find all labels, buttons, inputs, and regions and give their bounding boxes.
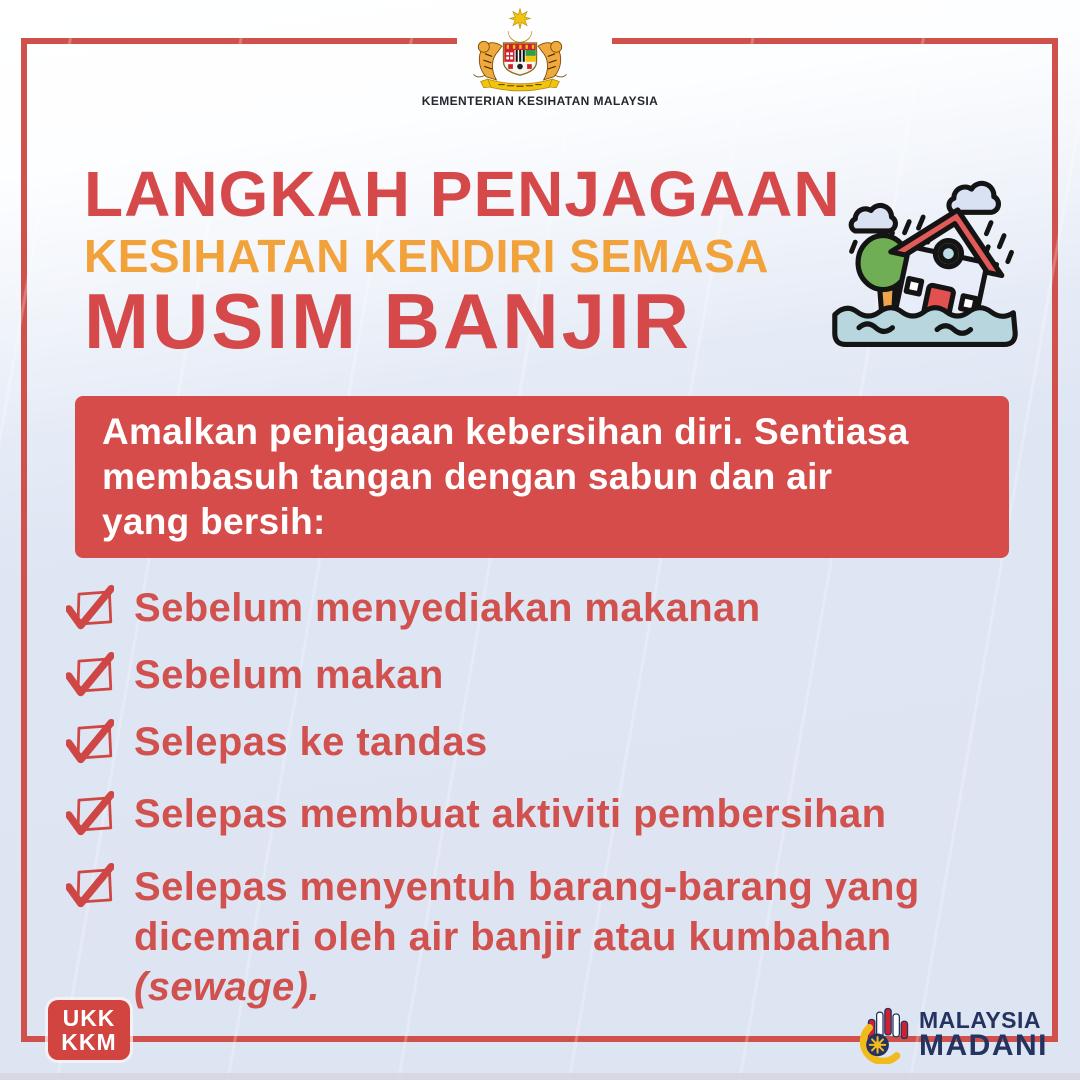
title-line-3: MUSIM BANJIR [84, 277, 693, 365]
ukk-badge-line2: KKM [61, 1029, 117, 1055]
checklist-item [66, 584, 1016, 632]
checkbox-tick-icon [66, 790, 114, 838]
title-line-1: LANGKAH PENJAGAAN [84, 158, 841, 230]
ukk-kkm-badge [48, 1000, 130, 1060]
malaysia-coat-of-arms-icon [461, 6, 579, 94]
malaysia-madani-logo [853, 1004, 1048, 1064]
frame-border-right [1052, 38, 1058, 1042]
checklist-item5-line2: dicemari oleh air banjir atau kumbahan [134, 915, 892, 959]
frame-border-left [21, 38, 27, 1042]
checklist-item-label: Selepas ke tandas [134, 720, 488, 764]
checkbox-tick-icon [66, 651, 114, 699]
frame-border-top-left [21, 38, 457, 44]
checklist-item-label: Sebelum makan [134, 653, 444, 697]
madani-wordmark [919, 1006, 1048, 1062]
checklist-item-label: Selepas membuat aktiviti pembersihan [134, 792, 887, 836]
frame-border-top-right [612, 38, 1058, 44]
hygiene-banner [75, 396, 1009, 558]
banner-line-2: membasuh tangan dengan sabun dan air [102, 456, 833, 497]
checklist-item-label: Sebelum menyediakan makanan [134, 586, 761, 630]
title-line-2: KESIHATAN KENDIRI SEMASA [84, 230, 769, 282]
checklist-item5-italic: (sewage). [134, 965, 320, 1009]
malaysia-madani-icon [853, 1004, 913, 1064]
flooded-house-icon [826, 164, 1024, 350]
madani-line1: MALAYSIA [919, 1006, 1041, 1033]
checkbox-tick-icon [66, 862, 114, 910]
checklist-item [66, 862, 1016, 1012]
checklist-item [66, 790, 1016, 838]
ukk-badge-line1: UKK [62, 1005, 116, 1031]
checkbox-tick-icon [66, 718, 114, 766]
checkbox-tick-icon [66, 584, 114, 632]
bottom-edge-strip [0, 1073, 1080, 1080]
checklist-item [66, 718, 1016, 766]
checklist-item5-line1: Selepas menyentuh barang-barang yang [134, 865, 920, 909]
handwash-checklist [66, 584, 1016, 1012]
banner-line-1: Amalkan penjagaan kebersihan diri. Sentiasa [102, 411, 909, 452]
banner-line-3: yang bersih: [102, 501, 326, 542]
checklist-item [66, 651, 1016, 699]
ministry-name: KEMENTERIAN KESIHATAN MALAYSIA [421, 94, 659, 108]
checklist-item-label [134, 862, 920, 1012]
madani-line2: MADANI [919, 1028, 1048, 1062]
